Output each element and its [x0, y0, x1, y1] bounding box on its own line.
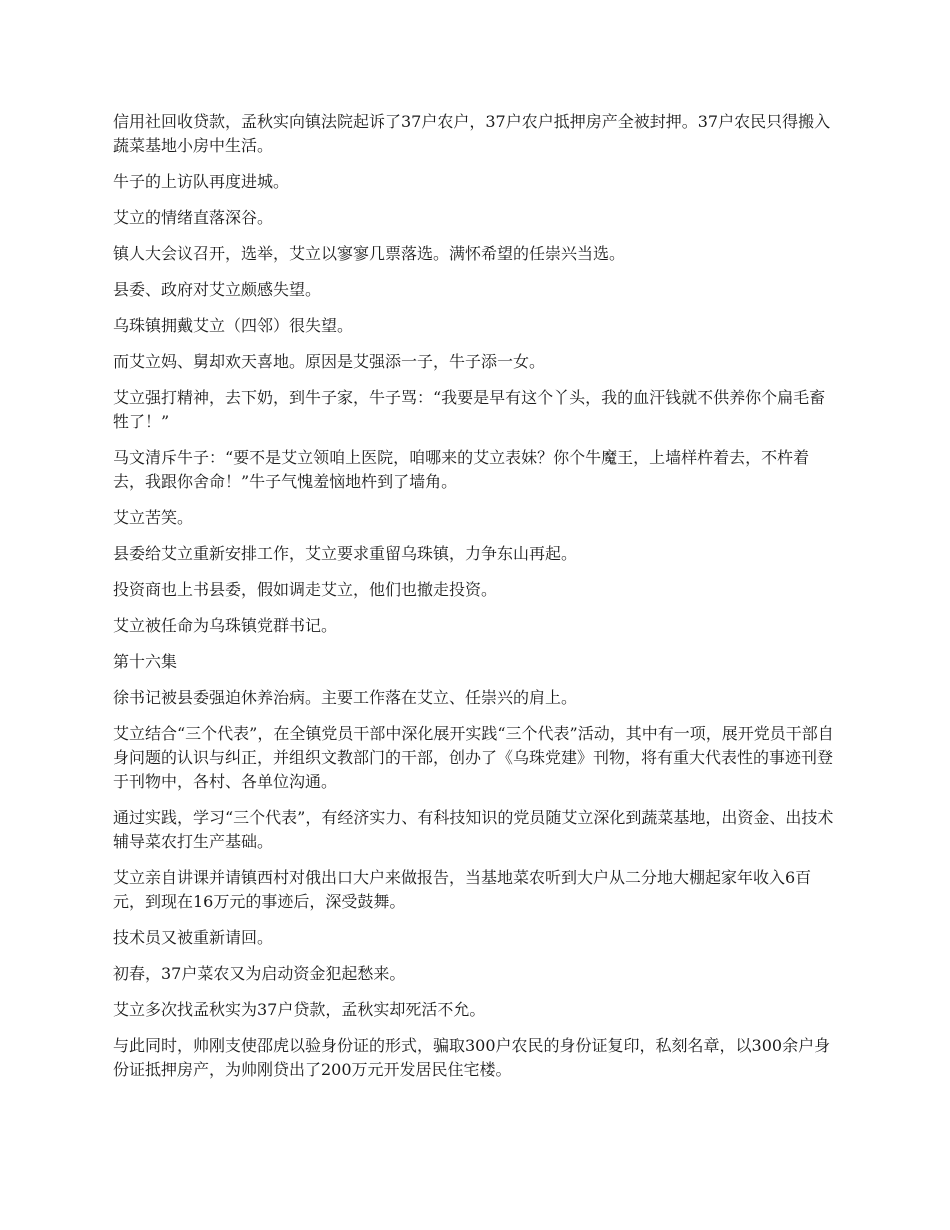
paragraph: 初春，37户菜农又为启动资金犯起愁来。 [113, 964, 406, 983]
paragraph: 通过实践，学习“三个代表”，有经济实力、有科技知识的党员随艾立深化到蔬菜基地，出资金、出技术辅导菜农打生产基础。 [113, 808, 834, 851]
paragraph: 县委、政府对艾立颇感失望。 [113, 280, 322, 299]
paragraph: 与此同时，帅刚支使邵虎以验身份证的形式，骗取300户农民的身份证复印，私刻名章，以300余户身份证抵押房产，为帅刚贷出了200万元开发居民住宅楼。 [113, 1036, 831, 1079]
paragraph: 艾立亲自讲课并请镇西村对俄出口大户来做报告，当基地菜农听到大户从二分地大棚起家年收入6百元，到现在16万元的事迹后，深受鼓舞。 [113, 868, 812, 911]
paragraph: 艾立多次找孟秋实为37户贷款，孟秋实却死活不允。 [113, 1000, 486, 1019]
paragraph: 而艾立妈、舅却欢天喜地。原因是艾强添一子，牛子添一女。 [113, 352, 546, 371]
paragraph: 技术员又被重新请回。 [113, 928, 274, 947]
episode-heading: 第十六集 [113, 652, 178, 671]
paragraph: 镇人大会议召开，选举，艾立以寥寥几票落选。满怀希望的任崇兴当选。 [113, 244, 626, 263]
paragraph: 牛子的上访队再度进城。 [113, 172, 290, 191]
paragraph: 艾立被任命为乌珠镇党群书记。 [113, 616, 338, 635]
paragraph: 县委给艾立重新安排工作，艾立要求重留乌珠镇，力争东山再起。 [113, 544, 578, 563]
paragraph: 乌珠镇拥戴艾立（四邻）很失望。 [113, 316, 354, 335]
paragraph: 艾立苦笑。 [113, 508, 194, 527]
paragraph: 徐书记被县委强迫休养治病。主要工作落在艾立、任崇兴的肩上。 [113, 688, 578, 707]
paragraph: 艾立强打精神，去下奶，到牛子家，牛子骂：“我要是早有这个丫头，我的血汗钱就不供养你个扁毛畜牲了！” [113, 388, 826, 431]
paragraph: 艾立的情绪直落深谷。 [113, 208, 274, 227]
paragraph: 艾立结合“三个代表”，在全镇党员干部中深化展开实践“三个代表”活动，其中有一项，展开党员干部自身问题的认识与纠正，并组织文教部门的干部，创办了《乌珠党建》刊物，将有重大代表性的事迹刊登于刊物中，各村、各单位沟通。 [113, 724, 834, 791]
paragraph: 投资商也上书县委，假如调走艾立，他们也撤走投资。 [113, 580, 498, 599]
paragraph: 信用社回收贷款，孟秋实向镇法院起诉了37户农户，37户农户抵押房产全被封押。37户农民只得搬入蔬菜基地小房中生活。 [113, 112, 831, 155]
paragraph: 马文清斥牛子：“要不是艾立领咱上医院，咱哪来的艾立表妹？你个牛魔王，上墙样杵着去，不杵着去，我跟你舍命！”牛子气愧羞恼地杵到了墙角。 [113, 448, 810, 491]
document-page [113, 110, 841, 1094]
